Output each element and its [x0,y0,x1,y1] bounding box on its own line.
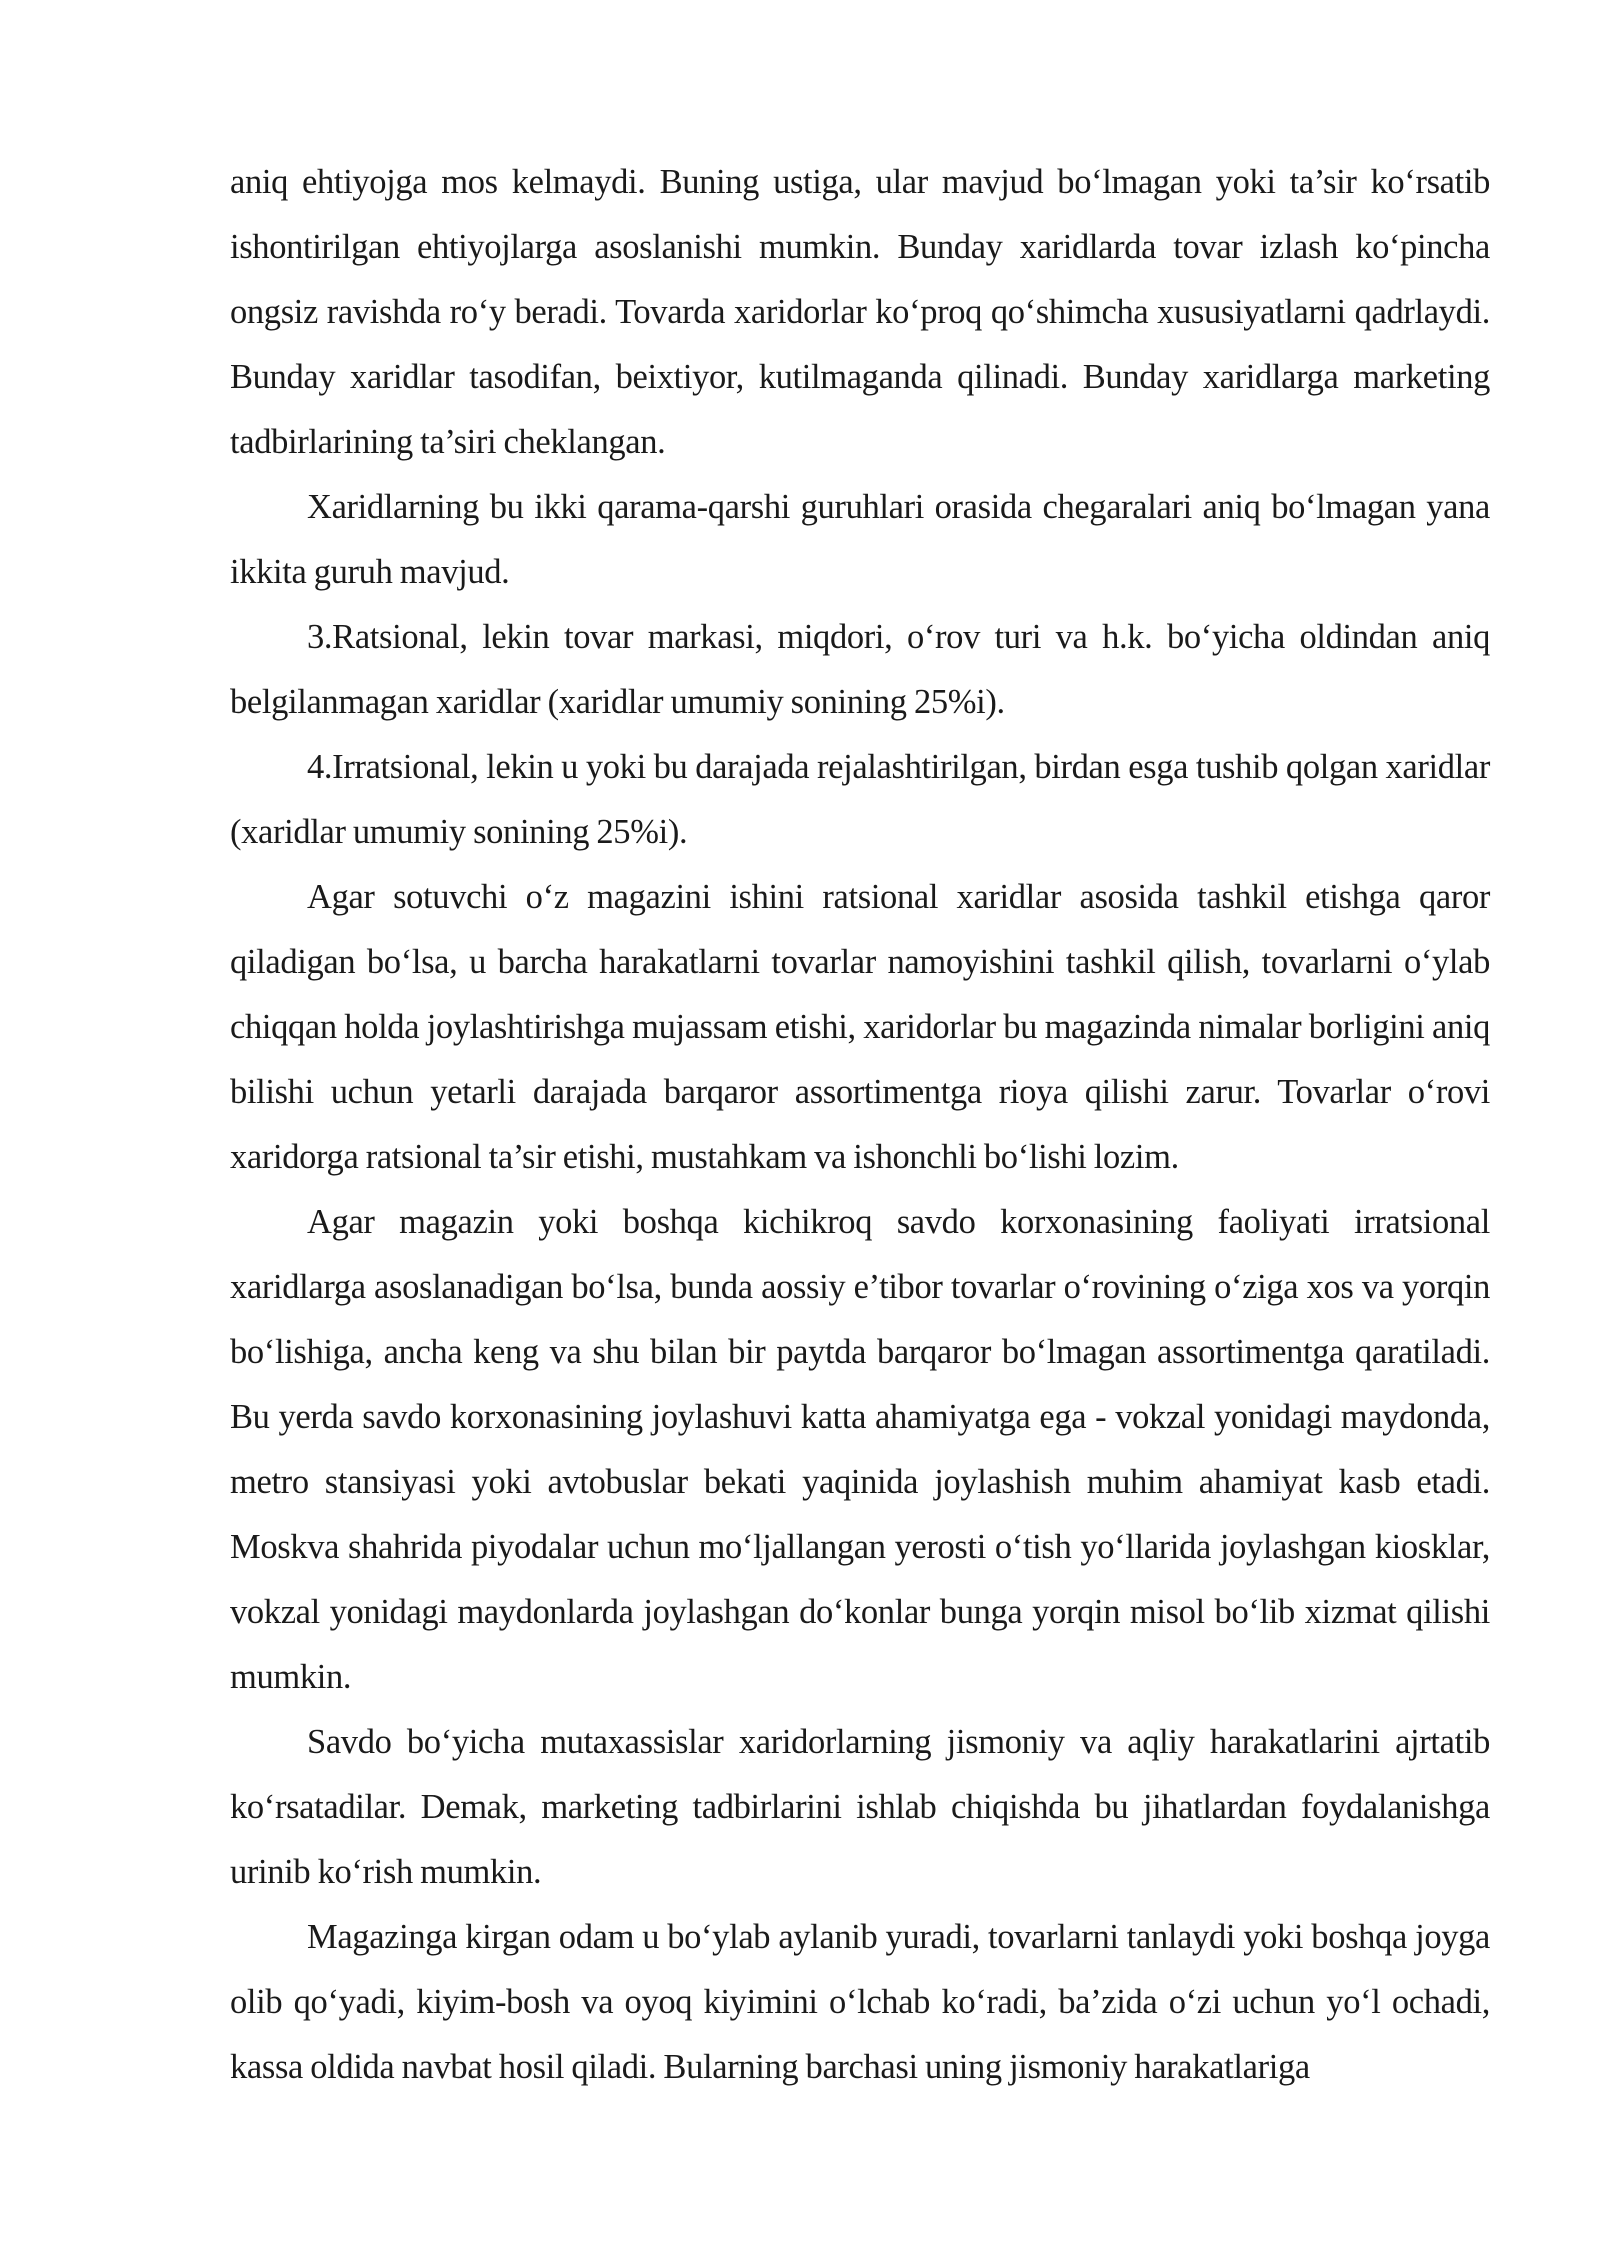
paragraph-rational-purchases: 3.Ratsional, lekin tovar markasi, miqdori, o‘rov turi va h.k. bo‘yicha oldindan aniq belgilanmagan xaridlar (xaridlar umumiy sonining 25%i). [230,618,1490,721]
paragraph-irrational-store: Agar magazin yoki boshqa kichikroq savdo korxonasining faoliyati irratsional xaridlarga asoslanadigan bo‘lsa, bunda aossiy e’tibor tovarlar o‘rovining o‘ziga xos va yorqin bo‘lishiga, ancha keng va shu bilan bir paytda barqaror bo‘lmagan assortimentga qaratiladi. Bu yerda savdo korxonasining joylashuvi katta ahamiyatga ega - vokzal yonidagi maydonda, metro stansiyasi yoki avtobuslar bekati yaqinida joylashish muhim ahamiyat kasb etadi. Moskva shahrida piyodalar uchun mo‘ljallangan yerosti o‘tish yo‘llarida joylashgan kiosklar, vokzal yonidagi maydonlarda joylashgan do‘konlar bunga yorqin misol bo‘lib xizmat qilishi mumkin. [230,1203,1490,1696]
paragraph-rational-store: Agar sotuvchi o‘z magazini ishini ratsional xaridlar asosida tashkil etishga qaror qiladigan bo‘lsa, u barcha harakatlarni tovarlar namoyishini tashkil qilish, tovarlarni o‘ylab chiqqan holda joylashtirishga mujassam etishi, xaridorlar bu magazinda nimalar borligini aniq bilishi uchun yetarli darajada barqaror assortimentga rioya qilishi zarur. Tovarlar o‘rovi xaridorga ratsional ta’sir etishi, mustahkam va ishonchli bo‘lishi lozim. [230,878,1490,1176]
document-page [230,150,1490,2100]
paragraph-purchase-groups: Xaridlarning bu ikki qarama-qarshi guruhlari orasida chegaralari aniq bo‘lmagan yana ikkita guruh mavjud. [230,488,1490,591]
paragraph-specialists: Savdo bo‘yicha mutaxassislar xaridorlarning jismoniy va aqliy harakatlarini ajrtatib ko‘rsatadilar. Demak, marketing tadbirlarini ishlab chiqishda bu jihatlardan foydalanishga urinib ko‘rish mumkin. [230,1723,1490,1891]
paragraph-irrational-purchases: 4.Irratsional, lekin u yoki bu darajada rejalashtirilgan, birdan esga tushib qolgan xaridlar (xaridlar umumiy sonining 25%i). [230,748,1490,851]
paragraph-continuation: aniq ehtiyojga mos kelmaydi. Buning ustiga, ular mavjud bo‘lmagan yoki ta’sir ko‘rsatib ishontirilgan ehtiyojlarga asoslanishi mumkin. Bunday xaridlarda tovar izlash ko‘pincha ongsiz ravishda ro‘y beradi. Tovarda xaridorlar ko‘proq qo‘shimcha xususiyatlarni qadrlaydi. Bunday xaridlar tasodifan, beixtiyor, kutilmaganda qilinadi. Bunday xaridlarga marketing tadbirlarining ta’siri cheklangan. [230,163,1490,461]
paragraph-physical-actions: Magazinga kirgan odam u bo‘ylab aylanib yuradi, tovarlarni tanlaydi yoki boshqa joyga olib qo‘yadi, kiyim-bosh va oyoq kiyimini o‘lchab ko‘radi, ba’zida o‘zi uchun yo‘l ochadi, kassa oldida navbat hosil qiladi. Bularning barchasi uning jismoniy harakatlariga [230,1918,1490,2086]
